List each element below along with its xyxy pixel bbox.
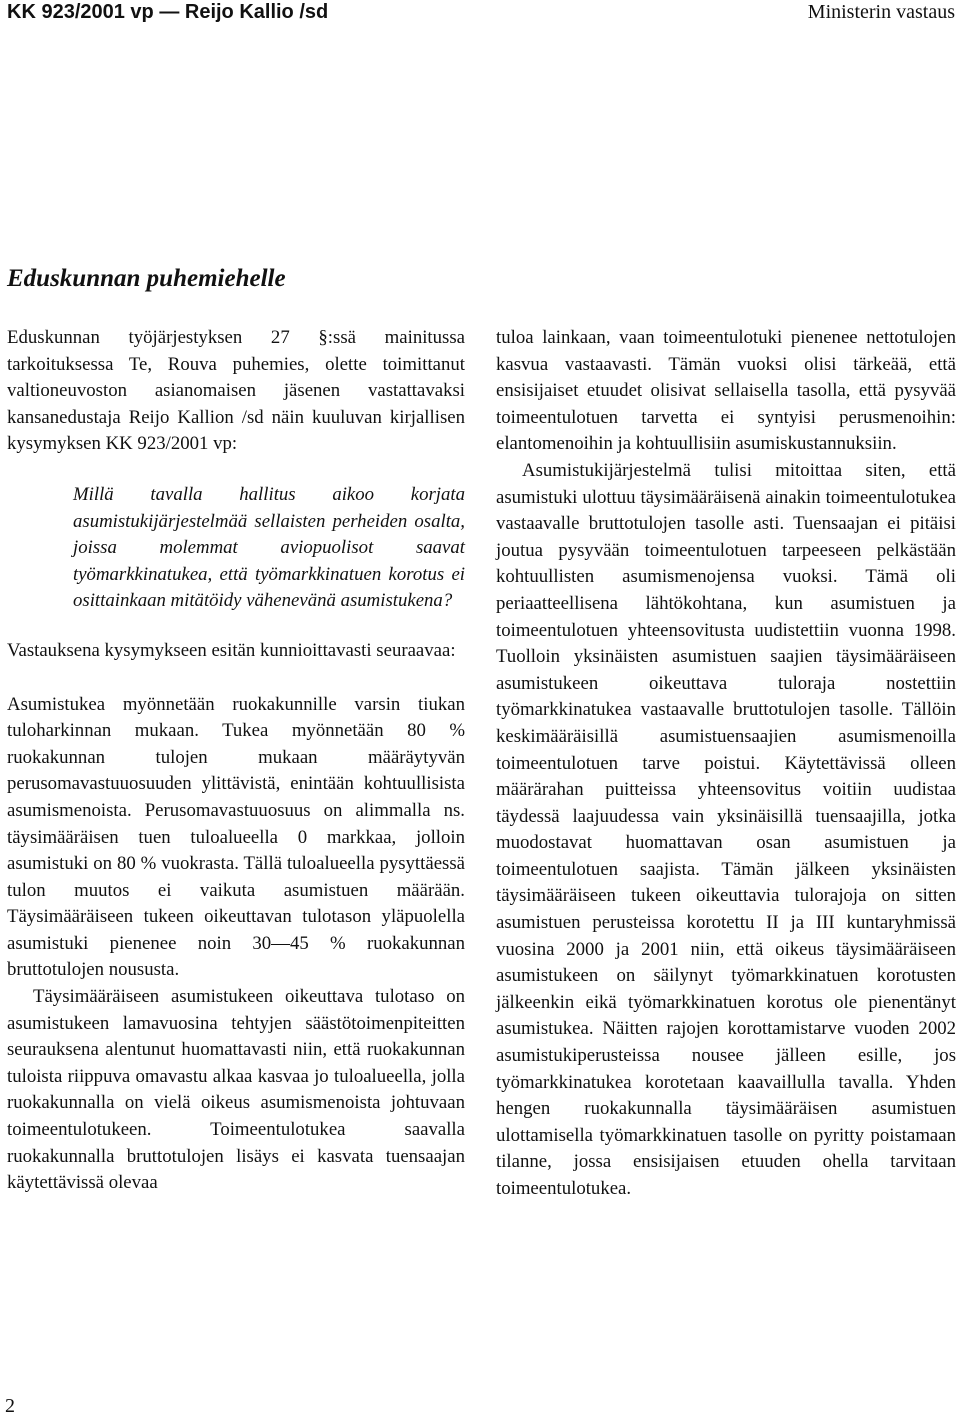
document-header-right: Ministerin vastaus — [807, 1, 955, 23]
body-paragraph: Asumistukea myönnetään ruokakunnille varsin tiukan tuloharkinnan mukaan. Tukea myönnetään 80 % ruokakunnan tulojen mukaan määräytyvän perusomavastuuosuuden ylittävistä, enintään kohtuullisista asumismenoista. Perusomavastuuosuus on alimmalla ns. täysimääräisen tuen tuloalueella 0 markkaa, jolloin asumistuki on 80 % vuokrasta. Tällä tuloalueella pysyttäessä tulon muutos ei vaikuta asumistuen määrään. Täysimääräiseen tukeen oikeuttavan tulotason yläpuolella asumistuki pienenee noin 30—45 % ruokakunnan bruttotulojen noususta. — [7, 693, 465, 981]
right-column — [496, 325, 956, 1203]
body-paragraph: tuloa lainkaan, vaan toimeentulotuki pienenee nettotulojen kasvua vastaavasti. Tämän vuoksi olisi tärkeää, että ensisijaiset etuudet olisivat sellaisella tasolla, että pysyvää toimeentulotuen tarvetta ei syntyisi perusmenoihin: elantomenoihin ja kohtuullisiin asumiskustannuksiin. — [496, 327, 956, 455]
intro-paragraph: Eduskunnan työjärjestyksen 27 §:ssä mainitussa tarkoituksessa Te, Rouva puhemies, olette toimittanut valtioneuvoston asianomaisen jäsenen vastattavaksi kansanedustaja Reijo Kallion /sd näin kuuluvan kirjallisen kysymyksen KK 923/2001 vp: — [7, 327, 465, 455]
document-header-left: KK 923/2001 vp — Reijo Kallio /sd — [7, 1, 329, 23]
answer-intro-paragraph: Vastauksena kysymykseen esitän kunnioittavasti seuraavaa: — [7, 639, 456, 661]
body-paragraph: Täysimääräiseen asumistukeen oikeuttava tulotaso on asumistukeen lamavuosina tehtyjen säästötoimenpiteitten seurauksena alentunut huomattavasti niin, että ruokakunnan tuloista riippuva omavastu alkaa kasvaa jo tuloalueella, jolla ruokakunnalla on vielä oikeus asumismenoista johtuvaan toimeentulotukeen. Toimeentulotukea saavalla ruokakunnalla bruttotulojen lisäys ei kasvata tuensaajan käytettävissä olevaa — [7, 986, 465, 1194]
body-paragraph: Asumistukijärjestelmä tulisi mitoittaa siten, että asumistuki ulottuu täysimääräisenä ainakin toimeentulotukea vastaavalle bruttotulojen tasolle asti. Tuensaajan ei pitäisi joutua pysyvään toimeentulotuen tarpeeseen pelkästään kohtuullisten asumismenojensa vuoksi. Tämä oli periaatteellisena lähtökohtana, kun asumistuen ja toimeentulotuen yhteensovitusta uudistettiin vuonna 1998. Tuolloin yksinäisten asumistuen saajien täysimääräiseen asumistukeen oikeuttava tuloraja nostettiin työmarkkinatukea vastaavalle bruttotulojen tasolle. Tällöin keskimääräisillä asumistuensaajien asumismenoilla toimeentulotuen tarve poistui. Käytettävissä olleen määrärahan puitteissa yhteensovitus voitiin uudistaa täydessä laajuudessa vain yksinäisillä tuensaajilla, jotka muodostavat huomattavan osan asumistuen ja toimeentulotuen saajista. Tämän jälkeen yksinäisten täysimääräiseen tukeen oikeuttavia tulorajoja on sitten asumistuen perusteissa korotettu II ja III kuntaryhmissä vuosina 2000 ja 2001 niin, että oikeus täysimääräiseen asumistukeen on säilynyt työmarkkinatuen korotusten jälkeenkin eikä työmarkkinatuen korotus ole pienentänyt asumistukea. Näitten rajojen korottamistarve vuoden 2002 asumistukiperusteissa nousee jälleen esille, jos työmarkkinatukea korotetaan kaavaillulla tavalla. Yhden hengen ruokakunnalla täysimääräisen asumistuen ulottamisella työmarkkinatuen tasolle on pyritty poistamaan tilanne, jossa ensisijaisen etuuden ohella tarvitaan toimeentulotukea. — [496, 459, 956, 1199]
page-number: 2 — [5, 1395, 15, 1417]
left-column — [7, 325, 465, 1197]
question-quote: Millä tavalla hallitus aikoo korjata asumistukijärjestelmää sellaisten perheiden osalta, joissa molemmat aviopuolisot saavat työmarkkinatukea, että työmarkkinatuen korotus ei osittainkaan mitätöidy vähenevänä asumistukena? — [73, 483, 465, 612]
salutation-heading: Eduskunnan puhemiehelle — [7, 265, 286, 292]
